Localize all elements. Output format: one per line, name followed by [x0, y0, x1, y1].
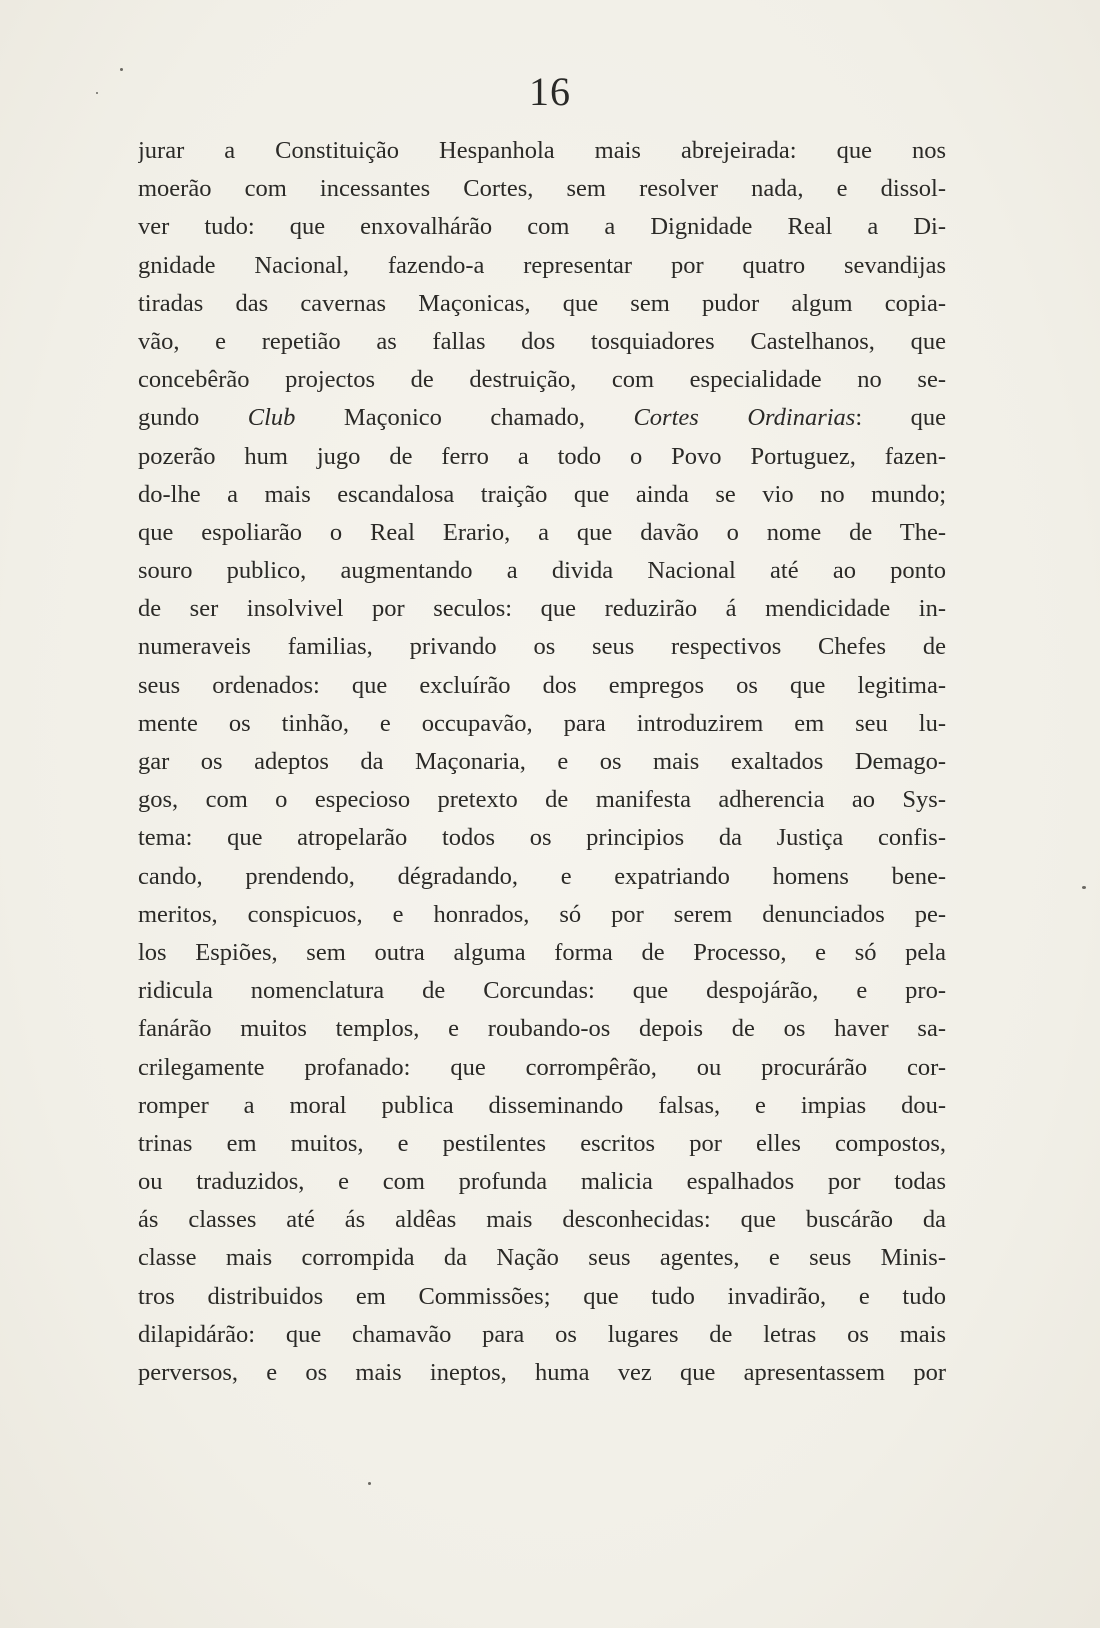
text-line: souro publico, augmentando a divida Nacional até ao ponto — [138, 557, 946, 585]
text-segment: Maçonico chamado, — [295, 404, 634, 432]
text-line: ver tudo: que enxovalhárão com a Dignidade Real a Di- — [138, 213, 946, 241]
text-line: romper a moral publica disseminando falsas, e impias dou- — [138, 1091, 946, 1119]
text-line: mente os tinhão, e occupavão, para introduzirem em seu lu- — [138, 709, 946, 737]
text-line: trinas em muitos, e pestilentes escritos por elles compostos, — [138, 1129, 946, 1157]
text-line: numeraveis familias, privando os seus respectivos Chefes de — [138, 633, 946, 661]
text-line: perversos, e os mais ineptos, huma vez que apresentassem por — [138, 1359, 946, 1386]
text-line-with-italics — [138, 399, 946, 437]
text-line: tros distribuidos em Commissões; que tudo invadirão, e tudo — [138, 1282, 946, 1310]
text-line: crilegamente profanado: que corrompêrão, ou procurárão cor- — [138, 1053, 946, 1081]
text-line: do-lhe a mais escandalosa traição que ainda se vio no mundo; — [138, 480, 946, 508]
text-line: gos, com o especioso pretexto de manifesta adherencia ao Sys- — [138, 786, 946, 814]
text-line: los Espiões, sem outra alguma forma de Processo, e só pela — [138, 938, 946, 966]
text-line: gar os adeptos da Maçonaria, e os mais exaltados Demago- — [138, 748, 946, 775]
text-segment: : que — [855, 404, 946, 432]
paper-speck — [368, 1482, 371, 1485]
text-segment: gundo — [138, 404, 248, 432]
italic-term-club: Club — [247, 404, 296, 432]
text-line: meritos, conspicuos, e honrados, só por serem denunciados pe- — [138, 900, 946, 928]
text-line: ou traduzidos, e com profunda malicia espalhados por todas — [138, 1168, 946, 1196]
text-line: pozerão hum jugo de ferro a todo o Povo Portuguez, fazen- — [138, 442, 946, 470]
paper-speck — [96, 92, 98, 94]
paper-speck — [120, 68, 123, 71]
text-line: jurar a Constituição Hespanhola mais abrejeirada: que nos — [138, 137, 946, 164]
text-line: concebêrão projectos de destruição, com especialidade no se- — [138, 366, 946, 394]
text-line: gnidade Nacional, fazendo-a representar por quatro sevandijas — [138, 251, 946, 279]
text-line: moerão com incessantes Cortes, sem resolver nada, e dissol- — [138, 175, 946, 203]
text-line: cando, prendendo, dégradando, e expatriando homens bene- — [138, 862, 946, 890]
text-line: tema: que atropelarão todos os principios da Justiça confis- — [138, 824, 946, 852]
paper-speck — [1082, 886, 1086, 889]
text-line: ridicula nomenclatura de Corcundas: que despojárão, e pro- — [138, 977, 946, 1005]
text-line: dilapidárão: que chamavão para os lugares de letras os mais — [138, 1320, 946, 1348]
italic-term-cortes-ordinarias: Cortes Ordinarias — [633, 404, 856, 432]
text-line: fanárão muitos templos, e roubando-os depois de os haver sa- — [138, 1015, 946, 1043]
text-line: tiradas das cavernas Maçonicas, que sem pudor algum copia- — [138, 289, 946, 317]
text-line: vão, e repetião as fallas dos tosquiadores Castelhanos, que — [138, 327, 946, 355]
text-line: de ser insolvivel por seculos: que reduzirão á mendicidade in- — [138, 595, 946, 623]
text-line: classe mais corrompida da Nação seus agentes, e seus Minis- — [138, 1244, 946, 1272]
text-line: seus ordenados: que excluírão dos empregos os que legitima- — [138, 671, 946, 699]
text-line: ás classes até ás aldêas mais desconhecidas: que buscárão da — [138, 1206, 946, 1234]
body-text — [138, 132, 946, 1392]
text-line: que espoliarão o Real Erario, a que davão o nome de The- — [138, 518, 946, 546]
page-number: 16 — [529, 69, 571, 114]
